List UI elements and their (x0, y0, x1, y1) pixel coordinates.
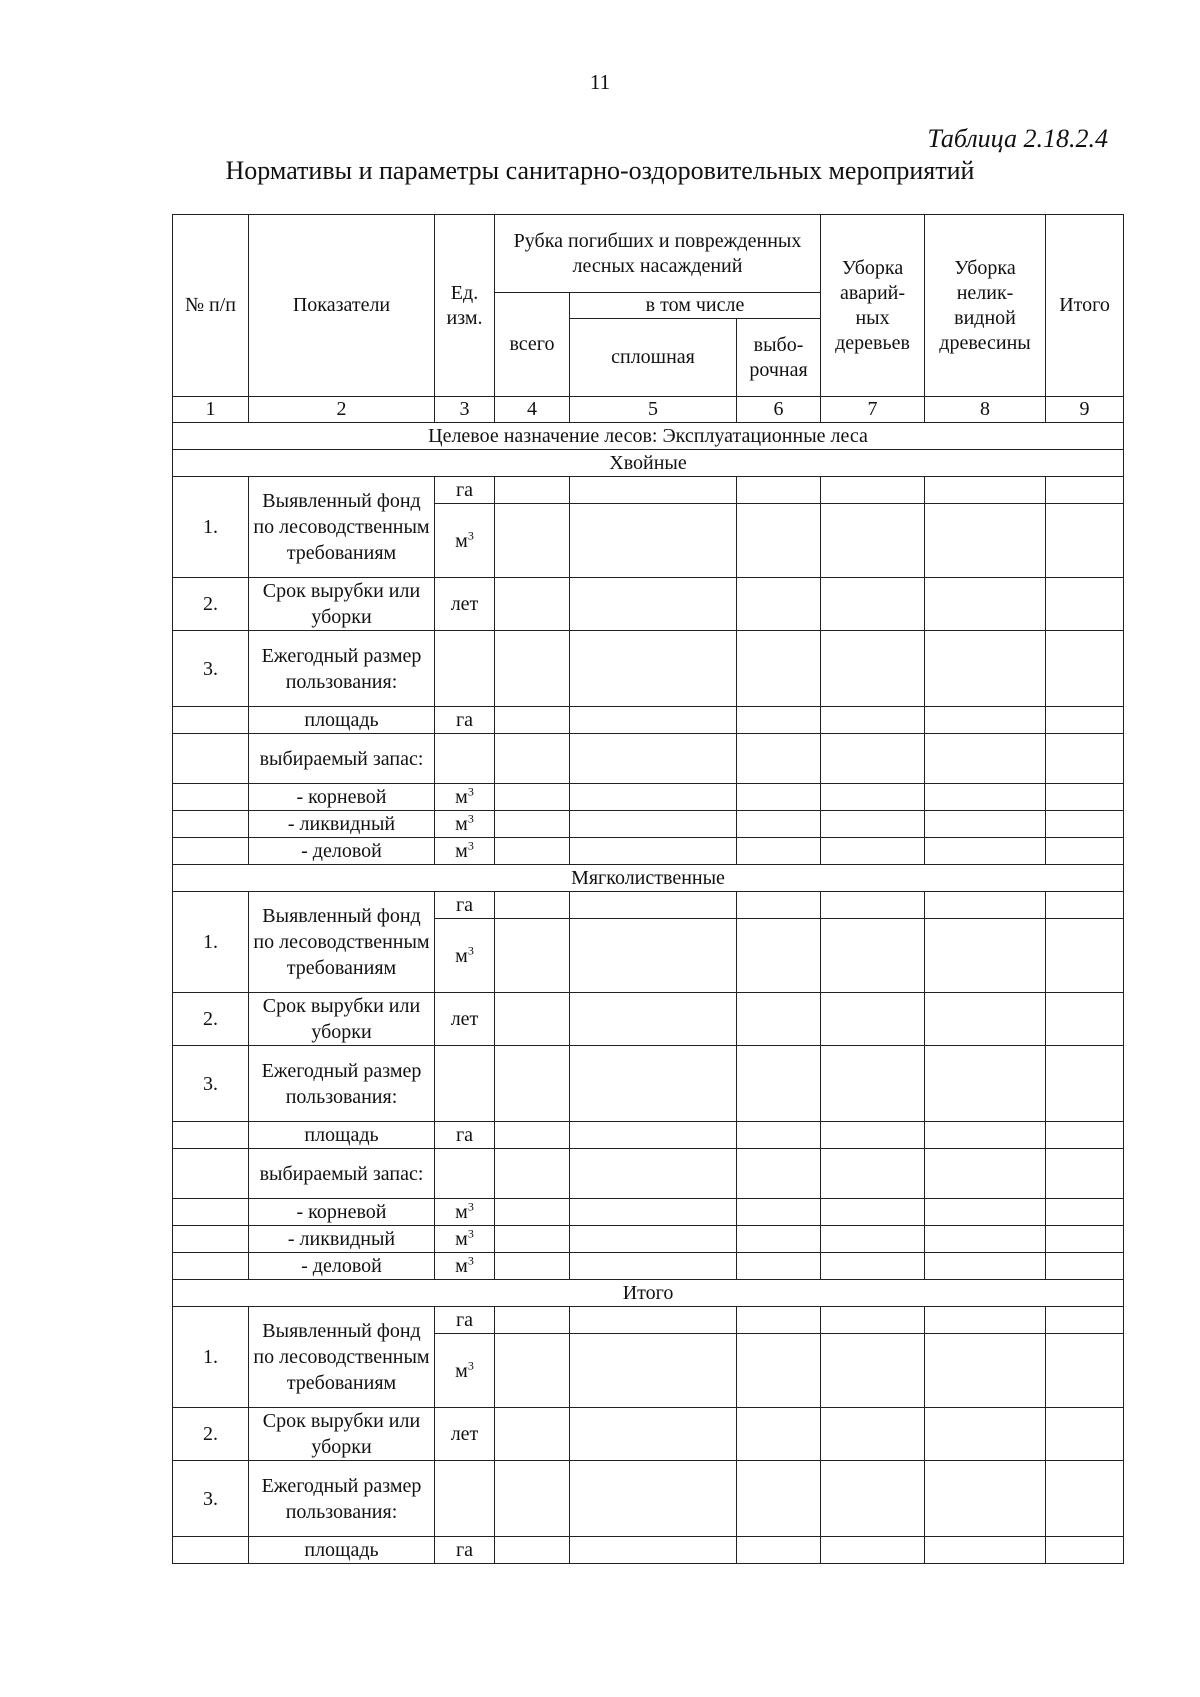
item-number: 1. (173, 1307, 249, 1408)
indicator-label: площадь (249, 1537, 435, 1564)
unit-cell: га (435, 1307, 495, 1334)
header-felling: Рубка погибших и поврежденных лесных насаждений (495, 215, 821, 293)
page-number: 11 (589, 70, 611, 94)
indicator-label: - ликвидный (249, 811, 435, 838)
standards-table (172, 214, 1124, 1564)
indicator-label: площадь (249, 1122, 435, 1149)
indicator-label: Ежегодный размер пользования: (249, 1461, 435, 1537)
indicator-label: - деловой (249, 1253, 435, 1280)
item-number: 1. (173, 892, 249, 993)
header-nonliquid: Уборка нелик-видной древесины (925, 215, 1046, 397)
indicator-label: Срок вырубки или уборки (249, 993, 435, 1046)
unit-cell: $м^3$ (435, 1226, 495, 1253)
header-indicators: Показатели (249, 215, 435, 397)
indicator-label: - корневой (249, 784, 435, 811)
indicator-label: Ежегодный размер пользования: (249, 631, 435, 707)
section-title: Мягколиственные (173, 865, 1124, 892)
column-number: 9 (1046, 397, 1124, 423)
indicator-label: выбираемый запас: (249, 1149, 435, 1199)
indicator-label: Выявленный фонд по лесоводственным требованиям (249, 477, 435, 578)
unit-cell: $м^3$ (435, 1199, 495, 1226)
unit-cell: $м^3$ (435, 919, 495, 993)
header-grand-total: Итого (1046, 215, 1124, 397)
section-title: Итого (173, 1280, 1124, 1307)
column-number: 1 (173, 397, 249, 423)
item-number: 3. (173, 631, 249, 707)
column-numbers-row (173, 397, 1124, 423)
header-emergency: Уборка аварий-ных деревьев (821, 215, 925, 397)
indicator-label: Выявленный фонд по лесоводственным требованиям (249, 892, 435, 993)
column-number: 4 (495, 397, 570, 423)
item-number: 2. (173, 1408, 249, 1461)
unit-cell: $м^3$ (435, 811, 495, 838)
section-title: Хвойные (173, 450, 1124, 477)
item-number: 1. (173, 477, 249, 578)
column-number: 8 (925, 397, 1046, 423)
unit-cell: $м^3$ (435, 838, 495, 865)
indicator-label: выбираемый запас: (249, 734, 435, 784)
unit-cell: $м^3$ (435, 1334, 495, 1408)
unit-cell: $м^3$ (435, 784, 495, 811)
indicator-label: Ежегодный размер пользования: (249, 1046, 435, 1122)
header-including: в том числе (570, 293, 821, 319)
column-number: 2 (249, 397, 435, 423)
indicator-label: Выявленный фонд по лесоводственным требованиям (249, 1307, 435, 1408)
indicator-label: Срок вырубки или уборки (249, 578, 435, 631)
unit-cell: га (435, 1537, 495, 1564)
item-number: 3. (173, 1046, 249, 1122)
indicator-label: - ликвидный (249, 1226, 435, 1253)
header-total-sub: всего (495, 293, 570, 397)
header-clear: сплошная (570, 319, 737, 397)
unit-cell: га (435, 477, 495, 504)
unit-cell: $м^3$ (435, 1253, 495, 1280)
indicator-label: площадь (249, 707, 435, 734)
item-number: 2. (173, 578, 249, 631)
header-unit: Ед. изм. (435, 215, 495, 397)
indicator-label: - деловой (249, 838, 435, 865)
unit-cell: $м^3$ (435, 504, 495, 578)
item-number: 2. (173, 993, 249, 1046)
column-number: 7 (821, 397, 925, 423)
column-number: 3 (435, 397, 495, 423)
column-number: 6 (737, 397, 821, 423)
purpose-row: Целевое назначение лесов: Эксплуатационные леса (173, 423, 1124, 450)
unit-cell: га (435, 707, 495, 734)
unit-cell: га (435, 892, 495, 919)
table-label: Таблица 2.18.2.4 (927, 124, 1108, 153)
indicator-label: Срок вырубки или уборки (249, 1408, 435, 1461)
column-number: 5 (570, 397, 737, 423)
unit-cell: лет (435, 993, 495, 1046)
item-number: 3. (173, 1461, 249, 1537)
table-title: Нормативы и параметры санитарно-оздоровительных мероприятий (225, 156, 975, 185)
header-num: № п/п (173, 215, 249, 397)
header-selective: выбо-рочная (737, 319, 821, 397)
unit-cell: га (435, 1122, 495, 1149)
unit-cell: лет (435, 1408, 495, 1461)
indicator-label: - корневой (249, 1199, 435, 1226)
unit-cell: лет (435, 578, 495, 631)
